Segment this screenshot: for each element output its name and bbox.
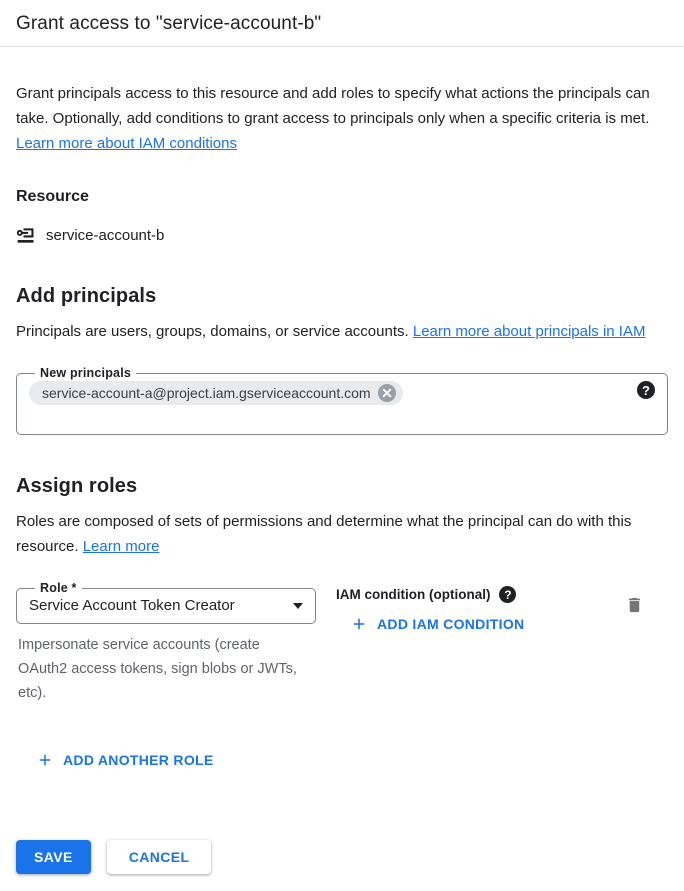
- role-value: Service Account Token Creator: [29, 597, 235, 614]
- condition-column: [336, 569, 623, 638]
- principals-description-paragraph: [16, 319, 668, 344]
- role-select[interactable]: [16, 581, 316, 624]
- delete-role-button[interactable]: [623, 593, 646, 617]
- add-iam-condition-button[interactable]: ADD IAM CONDITION: [344, 611, 530, 637]
- roles-description-paragraph: [16, 509, 668, 559]
- principal-chip-text: service-account-a@project.iam.gserviceaccount.com: [42, 385, 371, 401]
- role-label: Role *: [40, 581, 77, 595]
- link-learn-more-principals[interactable]: Learn more about principals in IAM: [412, 323, 646, 340]
- service-account-icon: [16, 225, 36, 245]
- resource-heading: Resource: [16, 188, 89, 205]
- link-learn-more-roles[interactable]: Learn more: [82, 538, 160, 555]
- resource-row: [16, 225, 668, 245]
- iam-condition-label: IAM condition (optional): [336, 587, 491, 602]
- remove-principal-button[interactable]: [378, 384, 396, 402]
- dialog-footer: [16, 840, 211, 874]
- close-icon: [378, 384, 396, 402]
- role-column: [16, 569, 316, 705]
- dialog-header: [0, 0, 684, 47]
- plus-icon: [350, 615, 368, 633]
- save-button[interactable]: SAVE: [16, 840, 91, 874]
- resource-name: service-account-b: [46, 226, 165, 244]
- condition-help-icon[interactable]: ?: [499, 586, 516, 603]
- principals-help-icon[interactable]: ?: [637, 381, 655, 399]
- principals-description: Principals are users, groups, domains, or service accounts.: [16, 323, 409, 340]
- add-another-role-button[interactable]: ADD ANOTHER ROLE: [30, 747, 220, 773]
- intro-paragraph: [16, 81, 668, 156]
- intro-text: Grant principals access to this resource and add roles to specify what actions the principals can take. Optionally, add conditions to grant access to principals only when a specific criteria is met.: [16, 85, 650, 127]
- new-principals-label: New principals: [40, 366, 132, 380]
- role-row: [16, 569, 668, 705]
- roles-description: Roles are composed of sets of permissions and determine what the principal can do with this resource.: [16, 513, 632, 555]
- link-learn-more-iam-conditions[interactable]: Learn more about IAM conditions: [16, 135, 237, 152]
- role-description: Impersonate service accounts (create OAuth2 access tokens, sign blobs or JWTs, etc).: [18, 637, 297, 701]
- cancel-button[interactable]: CANCEL: [107, 840, 212, 874]
- assign-roles-heading: Assign roles: [16, 475, 138, 497]
- plus-icon: [36, 751, 54, 769]
- chevron-down-icon: [293, 603, 303, 609]
- principal-chip[interactable]: [29, 381, 403, 405]
- trash-icon: [625, 595, 644, 615]
- new-principals-field[interactable]: [16, 366, 668, 435]
- page-title: Grant access to "service-account-b": [16, 13, 322, 34]
- dialog-content: [0, 81, 684, 774]
- add-principals-heading: Add principals: [16, 285, 157, 307]
